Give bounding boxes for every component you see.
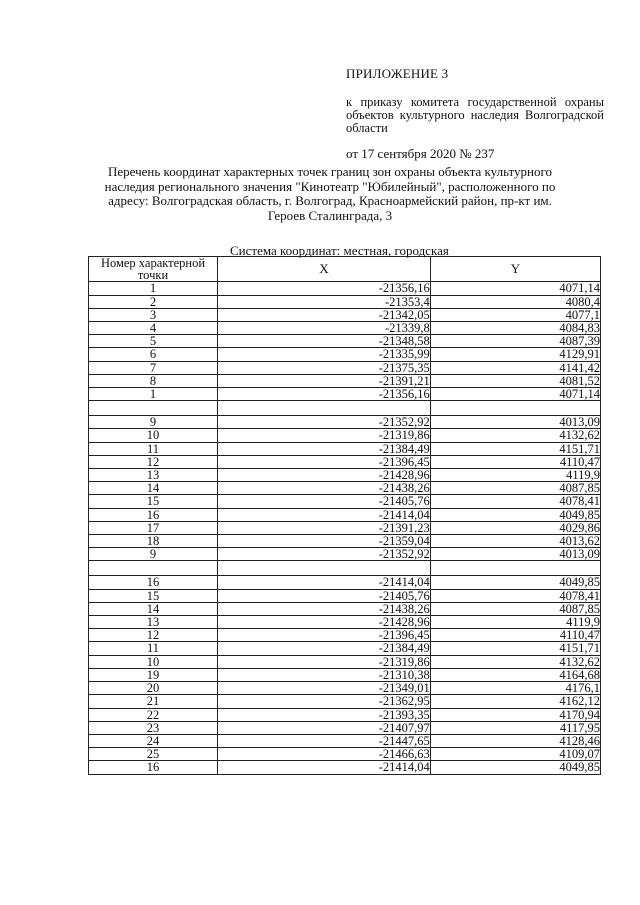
point-number-cell: 9 [89,416,218,429]
x-coordinate-cell: -21349,01 [218,682,431,695]
point-number-cell: 12 [89,455,218,468]
empty-cell [89,401,218,416]
table-row [89,708,601,721]
point-number-cell: 15 [89,495,218,508]
empty-cell [218,401,431,416]
table-row [89,335,601,348]
point-number-cell: 10 [89,429,218,442]
table-row [89,576,601,589]
table-row [89,589,601,602]
point-number-cell: 3 [89,308,218,321]
point-number-cell: 6 [89,348,218,361]
point-number-cell: 13 [89,616,218,629]
x-coordinate-cell: -21393,35 [218,708,431,721]
x-coordinate-cell: -21466,63 [218,748,431,761]
table-row [89,642,601,655]
table-row [89,629,601,642]
point-number-cell: 9 [89,548,218,561]
y-coordinate-cell: 4117,95 [430,721,600,734]
table-row [89,455,601,468]
x-coordinate-cell: -21352,92 [218,416,431,429]
appendix-title: ПРИЛОЖЕНИЕ 3 [346,66,449,81]
y-coordinate-cell: 4087,39 [430,335,600,348]
y-coordinate-cell: 4164,68 [430,668,600,681]
table-row [89,535,601,548]
y-coordinate-cell: 4049,85 [430,508,600,521]
y-coordinate-cell: 4013,09 [430,416,600,429]
y-coordinate-cell: 4151,71 [430,642,600,655]
empty-cell [430,401,600,416]
group-separator-row [89,561,601,576]
y-coordinate-cell: 4129,91 [430,348,600,361]
coordinates-table [88,256,601,775]
order-date: от 17 сентября 2020 № 237 [346,146,495,161]
y-coordinate-cell: 4110,47 [430,455,600,468]
header-x: X [218,257,431,282]
point-number-cell: 11 [89,642,218,655]
y-coordinate-cell: 4132,62 [430,429,600,442]
y-coordinate-cell: 4132,62 [430,655,600,668]
point-number-cell: 14 [89,482,218,495]
x-coordinate-cell: -21375,35 [218,361,431,374]
table-row [89,721,601,734]
table-row [89,734,601,747]
y-coordinate-cell: 4087,85 [430,602,600,615]
table-row [89,668,601,681]
point-number-cell: 24 [89,734,218,747]
group-separator-row [89,401,601,416]
point-number-cell: 21 [89,695,218,708]
x-coordinate-cell: -21384,49 [218,642,431,655]
x-coordinate-cell: -21396,45 [218,629,431,642]
x-coordinate-cell: -21414,04 [218,761,431,774]
table-row [89,682,601,695]
table-row [89,695,601,708]
x-coordinate-cell: -21428,96 [218,616,431,629]
y-coordinate-cell: 4151,71 [430,442,600,455]
x-coordinate-cell: -21319,86 [218,655,431,668]
point-number-cell: 12 [89,629,218,642]
x-coordinate-cell: -21353,4 [218,295,431,308]
list-title: Перечень координат характерных точек границ зон охраны объекта культурного наследия регионального значения "Кинотеатр "Юбилейный", расположенного по адресу: Волгоградская область, г. Волгоград, Красноармейский район, пр-кт им. Героев Сталинграда, 3 [104,164,556,223]
table-row [89,416,601,429]
table-row [89,602,601,615]
y-coordinate-cell: 4029,86 [430,521,600,534]
point-number-cell: 15 [89,589,218,602]
table-row [89,322,601,335]
table-row [89,508,601,521]
table-row [89,442,601,455]
x-coordinate-cell: -21319,86 [218,429,431,442]
point-number-cell: 23 [89,721,218,734]
point-number-cell: 13 [89,469,218,482]
header-y: Y [430,257,600,282]
y-coordinate-cell: 4110,47 [430,629,600,642]
y-coordinate-cell: 4071,14 [430,282,600,295]
table-row [89,282,601,295]
coordinate-system: Система координат: местная, городская [230,243,449,258]
table-row [89,495,601,508]
y-coordinate-cell: 4176,1 [430,682,600,695]
x-coordinate-cell: -21356,16 [218,282,431,295]
x-coordinate-cell: -21339,8 [218,322,431,335]
x-coordinate-cell: -21407,97 [218,721,431,734]
y-coordinate-cell: 4078,41 [430,589,600,602]
empty-cell [430,561,600,576]
point-number-cell: 16 [89,508,218,521]
x-coordinate-cell: -21356,16 [218,388,431,401]
y-coordinate-cell: 4119,9 [430,616,600,629]
table-row [89,655,601,668]
x-coordinate-cell: -21438,26 [218,602,431,615]
table-row [89,388,601,401]
table-row [89,548,601,561]
y-coordinate-cell: 4128,46 [430,734,600,747]
y-coordinate-cell: 4013,62 [430,535,600,548]
table-row [89,616,601,629]
point-number-cell: 1 [89,282,218,295]
table-row [89,748,601,761]
y-coordinate-cell: 4077,1 [430,308,600,321]
header-point-number: Номер характерной точки [89,257,218,282]
point-number-cell: 20 [89,682,218,695]
point-number-cell: 16 [89,576,218,589]
y-coordinate-cell: 4049,85 [430,576,600,589]
x-coordinate-cell: -21447,65 [218,734,431,747]
table-header-row [89,257,601,282]
y-coordinate-cell: 4141,42 [430,361,600,374]
y-coordinate-cell: 4109,07 [430,748,600,761]
table-row [89,348,601,361]
point-number-cell: 19 [89,668,218,681]
x-coordinate-cell: -21396,45 [218,455,431,468]
table-row [89,361,601,374]
y-coordinate-cell: 4049,85 [430,761,600,774]
y-coordinate-cell: 4078,41 [430,495,600,508]
point-number-cell: 22 [89,708,218,721]
x-coordinate-cell: -21405,76 [218,589,431,602]
point-number-cell: 25 [89,748,218,761]
point-number-cell: 16 [89,761,218,774]
y-coordinate-cell: 4119,9 [430,469,600,482]
x-coordinate-cell: -21352,92 [218,548,431,561]
table-row [89,521,601,534]
point-number-cell: 17 [89,521,218,534]
point-number-cell: 18 [89,535,218,548]
x-coordinate-cell: -21405,76 [218,495,431,508]
point-number-cell: 10 [89,655,218,668]
point-number-cell: 8 [89,374,218,387]
y-coordinate-cell: 4162,12 [430,695,600,708]
y-coordinate-cell: 4170,94 [430,708,600,721]
order-reference: к приказу комитета государственной охраны объектов культурного наследия Волгоградской области [346,95,604,135]
x-coordinate-cell: -21414,04 [218,508,431,521]
x-coordinate-cell: -21335,99 [218,348,431,361]
table-row [89,295,601,308]
coordinates-body [89,282,601,774]
x-coordinate-cell: -21310,38 [218,668,431,681]
y-coordinate-cell: 4071,14 [430,388,600,401]
x-coordinate-cell: -21359,04 [218,535,431,548]
x-coordinate-cell: -21414,04 [218,576,431,589]
x-coordinate-cell: -21348,58 [218,335,431,348]
table-row [89,429,601,442]
x-coordinate-cell: -21391,23 [218,521,431,534]
x-coordinate-cell: -21438,26 [218,482,431,495]
point-number-cell: 14 [89,602,218,615]
x-coordinate-cell: -21428,96 [218,469,431,482]
x-coordinate-cell: -21391,21 [218,374,431,387]
y-coordinate-cell: 4084,83 [430,322,600,335]
point-number-cell: 7 [89,361,218,374]
point-number-cell: 4 [89,322,218,335]
point-number-cell: 5 [89,335,218,348]
point-number-cell: 1 [89,388,218,401]
point-number-cell: 2 [89,295,218,308]
table-row [89,761,601,774]
table-row [89,469,601,482]
empty-cell [89,561,218,576]
y-coordinate-cell: 4087,85 [430,482,600,495]
table-row [89,482,601,495]
table-row [89,374,601,387]
table-row [89,308,601,321]
x-coordinate-cell: -21362,95 [218,695,431,708]
y-coordinate-cell: 4081,52 [430,374,600,387]
point-number-cell: 11 [89,442,218,455]
y-coordinate-cell: 4013,09 [430,548,600,561]
empty-cell [218,561,431,576]
y-coordinate-cell: 4080,4 [430,295,600,308]
x-coordinate-cell: -21342,05 [218,308,431,321]
x-coordinate-cell: -21384,49 [218,442,431,455]
